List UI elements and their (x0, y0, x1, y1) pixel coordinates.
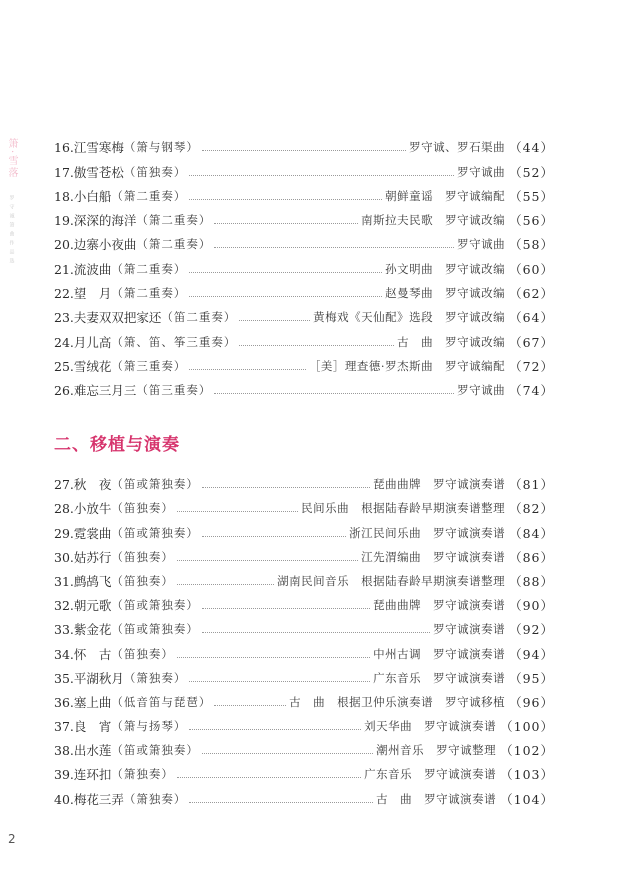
entry-page: （81） (509, 477, 554, 493)
entry-title: 姑苏行 (73, 549, 112, 565)
toc-list-section-2 (54, 468, 554, 807)
entry-title: 难忘三月三 (73, 383, 137, 399)
toc-entry[interactable] (54, 516, 554, 540)
leader-dots (189, 728, 361, 730)
leader-dots (202, 535, 346, 537)
entry-instrumentation: （笛独奏） (111, 501, 174, 516)
entry-title: 出水莲 (73, 743, 112, 759)
entry-page: （90） (509, 598, 554, 614)
leader-dots (177, 559, 358, 561)
entry-title: 深深的海洋 (73, 213, 137, 229)
entry-number: 36. (54, 694, 74, 710)
entry-page: （82） (509, 501, 554, 517)
toc-entry[interactable] (54, 710, 554, 734)
leader-dots (177, 776, 361, 778)
entry-title: 望 月 (73, 286, 112, 302)
entry-instrumentation: （笛二重奏） (161, 310, 237, 325)
entry-credit: 罗守诚曲 (457, 164, 506, 179)
leader-dots (177, 656, 370, 658)
entry-title: 平湖秋月 (73, 670, 124, 686)
entry-instrumentation: （笛或箫独奏） (111, 743, 199, 758)
entry-number: 32. (54, 598, 74, 614)
entry-instrumentation: （笛或箫独奏） (111, 622, 199, 637)
entry-page: （92） (509, 622, 554, 638)
entry-page: （56） (509, 213, 554, 229)
entry-title: 紫金花 (73, 622, 112, 638)
entry-page: （44） (509, 140, 554, 156)
entry-page: （94） (509, 646, 554, 662)
entry-credit: 朝鲜童谣 罗守诚编配 (385, 188, 506, 203)
toc-entry[interactable] (54, 565, 554, 589)
entry-number: 27. (54, 477, 74, 493)
entry-page: （60） (509, 261, 554, 277)
leader-dots (189, 271, 382, 273)
entry-title: 江雪寒梅 (73, 140, 124, 156)
entry-credit: 赵曼琴曲 罗守诚改编 (385, 286, 506, 301)
entry-page: （67） (509, 334, 554, 350)
entry-page: （95） (509, 670, 554, 686)
entry-page: （84） (509, 525, 554, 541)
entry-instrumentation: （箫与钢琴） (123, 140, 199, 155)
toc-entry[interactable] (54, 325, 554, 349)
entry-page: （104） (500, 791, 554, 807)
toc-entry[interactable] (54, 468, 554, 492)
entry-instrumentation: （笛或箫独奏） (111, 477, 199, 492)
entry-page: （55） (509, 188, 554, 204)
leader-dots (202, 631, 430, 633)
entry-credit: 罗守诚曲 (457, 237, 506, 252)
leader-dots (177, 510, 298, 512)
entry-instrumentation: （箫二重奏） (111, 188, 187, 203)
entry-title: 塞上曲 (73, 694, 112, 710)
entry-page: （88） (509, 573, 554, 589)
entry-credit: 民间乐曲 根据陆春龄早期演奏谱整理 (301, 501, 506, 516)
toc-entry[interactable] (54, 155, 554, 179)
entry-instrumentation: （箫独奏） (123, 791, 187, 806)
entry-number: 40. (54, 791, 74, 807)
entry-instrumentation: （箫二重奏） (111, 261, 187, 276)
entry-number: 26. (54, 383, 74, 399)
entry-credit: 古 曲 罗守诚改编 (397, 334, 506, 349)
entry-number: 34. (54, 646, 74, 662)
entry-title: 雪绒花 (73, 358, 112, 374)
entry-number: 24. (54, 334, 74, 350)
entry-page: （86） (509, 549, 554, 565)
entry-credit: 湖南民间音乐 根据陆春龄早期演奏谱整理 (277, 573, 506, 588)
entry-instrumentation: （笛独奏） (123, 164, 187, 179)
entry-credit: 罗守诚演奏谱 (433, 622, 506, 637)
entry-credit: 浙江民间乐曲 罗守诚演奏谱 (349, 525, 506, 540)
entry-number: 22. (54, 286, 74, 302)
entry-number: 18. (54, 188, 74, 204)
entry-instrumentation: （箫三重奏） (111, 358, 187, 373)
toc-entry[interactable] (54, 637, 554, 661)
leader-dots (202, 486, 370, 488)
toc-entry[interactable] (54, 252, 554, 276)
toc-entry[interactable] (54, 350, 554, 374)
entry-title: 朝元歌 (73, 598, 112, 614)
entry-instrumentation: （箫二重奏） (111, 286, 187, 301)
entry-page: （62） (509, 286, 554, 302)
entry-page: （74） (509, 383, 554, 399)
entry-number: 31. (54, 573, 74, 589)
entry-title: 梅花三弄 (73, 791, 124, 807)
entry-instrumentation: （箫独奏） (123, 670, 187, 685)
toc-entry[interactable] (54, 228, 554, 252)
toc-entry[interactable] (54, 131, 554, 155)
side-script-logo: 箫·雪落 (6, 138, 17, 180)
leader-dots (189, 295, 382, 297)
toc-entry[interactable] (54, 204, 554, 228)
entry-number: 33. (54, 622, 74, 638)
leader-dots (214, 704, 286, 706)
entry-page: （100） (500, 719, 554, 735)
entry-page: （102） (500, 743, 554, 759)
toc-list-section-1 (54, 131, 554, 398)
page-number: 2 (8, 832, 16, 846)
leader-dots (202, 149, 406, 151)
toc-entry[interactable] (54, 782, 554, 806)
toc-entry[interactable] (54, 758, 554, 782)
toc-entry[interactable] (54, 301, 554, 325)
leader-dots (214, 222, 358, 224)
leader-dots (239, 319, 310, 321)
entry-instrumentation: （箫二重奏） (136, 237, 212, 252)
entry-title: 流波曲 (73, 261, 112, 277)
entry-credit: 潮州音乐 罗守诚整理 (376, 743, 497, 758)
toc-entry[interactable] (54, 734, 554, 758)
leader-dots (189, 368, 306, 370)
entry-credit: 中州古调 罗守诚演奏谱 (373, 646, 506, 661)
entry-credit: 南斯拉夫民歌 罗守诚改编 (361, 213, 506, 228)
entry-number: 17. (54, 164, 74, 180)
entry-title: 连环扣 (73, 767, 112, 783)
entry-instrumentation: （笛独奏） (111, 549, 174, 564)
entry-title: 月儿高 (73, 334, 112, 350)
section-heading: 二、移植与演奏 (54, 435, 180, 455)
entry-title: 怀 古 (73, 646, 112, 662)
entry-instrumentation: （低音笛与琵琶） (111, 694, 212, 709)
entry-number: 39. (54, 767, 74, 783)
entry-instrumentation: （箫独奏） (111, 767, 174, 782)
entry-credit: 古 曲 罗守诚演奏谱 (376, 791, 497, 806)
leader-dots (202, 752, 373, 754)
entry-number: 25. (54, 358, 74, 374)
entry-credit: 江先渭编曲 罗守诚演奏谱 (361, 549, 506, 564)
entry-number: 30. (54, 549, 74, 565)
toc-entry[interactable] (54, 374, 554, 398)
entry-number: 23. (54, 310, 74, 326)
side-decoration (3, 138, 19, 267)
entry-credit: 琵曲曲牌 罗守诚演奏谱 (373, 598, 506, 613)
entry-page: （103） (500, 767, 554, 783)
entry-instrumentation: （笛或箫独奏） (111, 525, 199, 540)
entry-credit: 孙文明曲 罗守诚改编 (385, 261, 506, 276)
entry-page: （64） (509, 310, 554, 326)
entry-title: 良 宵 (73, 719, 112, 735)
toc-entry[interactable] (54, 277, 554, 301)
entry-instrumentation: （笛或箫独奏） (111, 598, 199, 613)
entry-title: 边寨小夜曲 (73, 237, 137, 253)
leader-dots (189, 174, 454, 176)
entry-number: 29. (54, 525, 74, 541)
entry-credit: 琵曲曲牌 罗守诚演奏谱 (373, 477, 506, 492)
entry-credit: 广东音乐 罗守诚演奏谱 (373, 670, 506, 685)
entry-credit: 黄梅戏《天仙配》选段 罗守诚改编 (313, 310, 506, 325)
entry-instrumentation: （笛三重奏） (136, 383, 212, 398)
leader-dots (189, 680, 370, 682)
toc-entry[interactable] (54, 492, 554, 516)
entry-number: 20. (54, 237, 74, 253)
entry-credit: 刘天华曲 罗守诚演奏谱 (364, 719, 497, 734)
toc-entry[interactable] (54, 589, 554, 613)
entry-page: （96） (509, 694, 554, 710)
entry-page: （58） (509, 237, 554, 253)
leader-dots (189, 198, 382, 200)
entry-instrumentation: （笛独奏） (111, 646, 174, 661)
entry-credit: 广东音乐 罗守诚演奏谱 (364, 767, 497, 782)
entry-title: 小放牛 (73, 501, 112, 517)
entry-number: 28. (54, 501, 74, 517)
leader-dots (189, 801, 373, 803)
entry-title: 霓裳曲 (73, 525, 112, 541)
toc-entry[interactable] (54, 686, 554, 710)
leader-dots (214, 392, 454, 394)
entry-number: 21. (54, 261, 74, 277)
entry-title: 秋 夜 (73, 477, 112, 493)
leader-dots (202, 607, 370, 609)
entry-title: 夫妻双双把家还 (73, 310, 162, 326)
entry-page: （52） (509, 164, 554, 180)
entry-instrumentation: （箫与扬琴） (111, 719, 187, 734)
toc-entry[interactable] (54, 541, 554, 565)
entry-page: （72） (509, 358, 554, 374)
toc-entry[interactable] (54, 613, 554, 637)
entry-credit: 罗守诚曲 (457, 383, 506, 398)
entry-number: 19. (54, 213, 74, 229)
entry-credit: ［美］理查德·罗杰斯曲 罗守诚编配 (308, 358, 506, 373)
entry-number: 37. (54, 719, 74, 735)
entry-number: 35. (54, 670, 74, 686)
entry-number: 38. (54, 743, 74, 759)
leader-dots (177, 583, 274, 585)
entry-number: 16. (54, 140, 74, 156)
leader-dots (239, 344, 394, 346)
entry-instrumentation: （笛独奏） (111, 573, 174, 588)
entry-credit: 古 曲 根据卫仲乐演奏谱 罗守诚移植 (289, 694, 506, 709)
entry-title: 鹧鸪飞 (73, 573, 112, 589)
entry-credit: 罗守诚、罗石渠曲 (409, 140, 506, 155)
toc-entry[interactable] (54, 662, 554, 686)
entry-title: 小白船 (73, 188, 112, 204)
toc-entry[interactable] (54, 180, 554, 204)
entry-instrumentation: （箫二重奏） (136, 213, 212, 228)
leader-dots (214, 246, 454, 248)
entry-instrumentation: （箫、笛、筝三重奏） (111, 334, 237, 349)
entry-title: 傲雪苍松 (73, 164, 124, 180)
side-small-text: 罗守诚箫曲作品选 (8, 195, 15, 268)
